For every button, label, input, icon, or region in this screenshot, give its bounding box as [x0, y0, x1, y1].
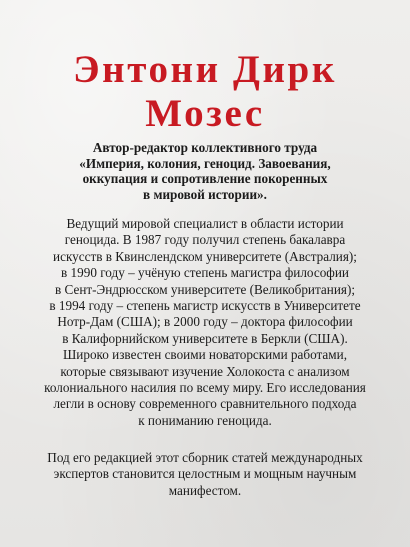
role-line: «Империя, колония, геноцид. Завоевания,: [79, 155, 331, 171]
author-name: [0, 48, 410, 136]
closing-line: Под его редакцией этот сборник статей международных: [47, 450, 363, 465]
author-role: [28, 140, 382, 202]
closing-line: экспертов становится целостным и мощным научным: [53, 466, 357, 482]
author-name-line-2: Мозес: [145, 92, 265, 135]
role-line: оккупация и сопротивление покоренных: [82, 171, 328, 186]
author-biography: [10, 216, 400, 429]
bio-line: колониального насилия по всему миру. Его исследования: [44, 380, 366, 396]
bio-line: которые связывают изучение Холокоста с анализом: [60, 363, 350, 379]
author-name-line-1: Энтони Дирк: [73, 48, 337, 91]
bio-line: в 1990 году – учёную степень магистра философии: [61, 265, 349, 281]
bio-line: легли в основу современного сравнительного подхода: [53, 396, 357, 412]
closing-line: манифестом.: [168, 482, 242, 498]
bio-line: в Сент-Эндрюсском университете (Великобритания);: [54, 281, 356, 297]
closing-paragraph: [10, 450, 400, 499]
bio-line: в 1994 году – степень магистр искусств в Университете: [49, 298, 361, 314]
role-line: Автор-редактор коллективного труда: [92, 140, 318, 155]
bio-line: Ведущий мировой специалист в области истории: [66, 216, 344, 231]
bio-line: в Калифорнийском университете в Беркли (США).: [62, 330, 348, 346]
bio-line: Широко известен своими новаторскими работами,: [62, 347, 347, 363]
bio-line: геноцида. В 1987 году получил степень бакалавра: [64, 232, 346, 248]
bio-line: к пониманию геноцида.: [138, 412, 272, 428]
bio-line: искусств в Квинслендском университете (Австралия);: [53, 248, 357, 264]
role-line: в мировой истории».: [143, 186, 267, 202]
bio-line: Нотр-Дам (США); в 2000 году – доктора философии: [57, 314, 353, 330]
